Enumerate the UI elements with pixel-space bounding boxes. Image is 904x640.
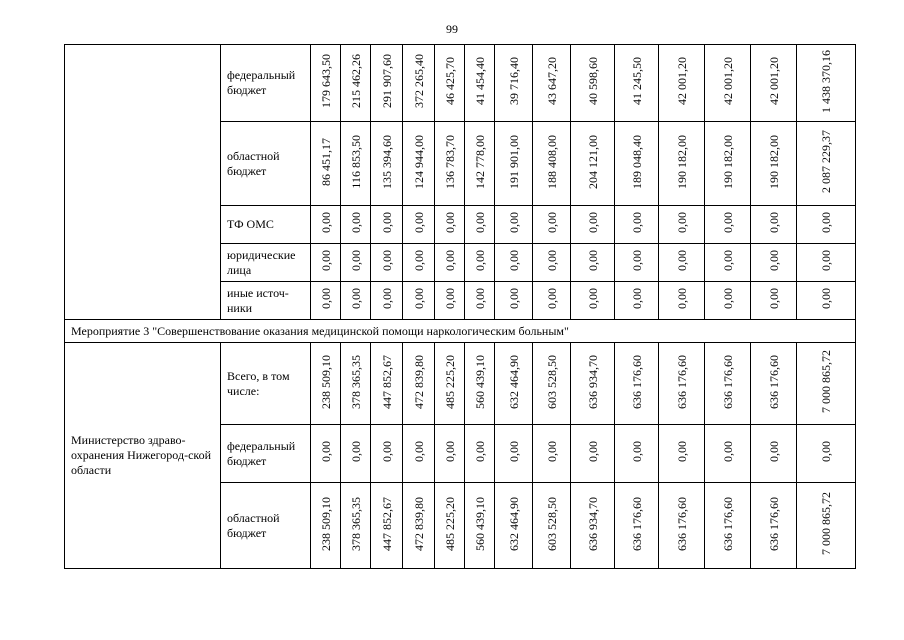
value-cell [435,206,465,244]
funding-source-cell [221,425,311,483]
value-cell [311,483,341,569]
value-cell [797,244,856,282]
value-text: 485 225,20 [442,496,457,551]
value-text: 0,00 [348,212,363,233]
value-cell [533,244,571,282]
value-text: 632 464,90 [506,496,521,551]
value-cell [751,343,797,425]
value-text: 43 647,20 [544,57,559,105]
value-text: 0,00 [506,441,521,462]
value-text: 0,00 [411,288,426,309]
value-cell [311,122,341,206]
value-text: 603 528,50 [544,496,559,551]
value-cell [495,282,533,320]
value-cell [371,343,403,425]
value-text: 0,00 [629,288,644,309]
value-cell [371,425,403,483]
value-cell [465,282,495,320]
value-text: 0,00 [819,212,833,233]
value-text: 636 176,60 [720,496,735,551]
value-cell [403,425,435,483]
funding-source-cell [221,282,311,320]
value-text: 0,00 [318,250,333,271]
value-text: 188 408,00 [544,134,559,189]
value-text: 190 182,00 [720,134,735,189]
value-cell [435,425,465,483]
value-cell [465,45,495,122]
value-cell [311,45,341,122]
value-cell [797,425,856,483]
value-cell [533,343,571,425]
value-text: 378 365,35 [348,354,363,409]
value-cell [705,244,751,282]
value-cell [615,244,659,282]
value-cell [311,282,341,320]
value-cell [403,122,435,206]
value-cell [797,122,856,206]
value-text: 135 394,60 [379,134,394,189]
value-cell [615,483,659,569]
value-cell [403,483,435,569]
value-cell [797,206,856,244]
value-text: 636 176,60 [766,496,781,551]
value-text: 0,00 [318,212,333,233]
value-text: 0,00 [629,441,644,462]
value-text: 41 245,50 [629,57,644,105]
value-cell [495,343,533,425]
value-cell [533,45,571,122]
value-text: 0,00 [766,212,781,233]
value-text: 204 121,00 [585,134,600,189]
value-text: 116 853,50 [348,134,363,189]
value-text: 636 176,60 [629,354,644,409]
value-cell [659,425,705,483]
value-cell [797,343,856,425]
value-text: 485 225,20 [442,354,457,409]
value-cell [341,343,371,425]
value-cell [533,122,571,206]
value-cell [341,45,371,122]
value-cell [465,343,495,425]
funding-source-label: областной бюджет [227,510,280,540]
value-text: 0,00 [442,212,457,233]
funding-source-cell [221,244,311,282]
value-text: 0,00 [819,441,833,462]
value-cell [465,483,495,569]
value-cell [705,282,751,320]
value-cell [435,45,465,122]
value-text: 447 852,67 [379,354,394,409]
value-cell [659,206,705,244]
value-text: 191 901,00 [506,134,521,189]
value-cell [435,122,465,206]
value-text: 124 944,00 [411,134,426,189]
value-cell [751,45,797,122]
value-cell [465,425,495,483]
value-text: 0,00 [318,441,333,462]
funding-source-cell [221,343,311,425]
value-cell [705,206,751,244]
value-text: 7 000 865,72 [819,350,833,413]
value-text: 0,00 [819,288,833,309]
value-text: 0,00 [674,288,689,309]
value-text: 472 839,80 [411,354,426,409]
organization-cell: Министерство здраво-охранения Нижегород-ской области [65,343,221,569]
value-cell [371,244,403,282]
value-text: 0,00 [720,212,735,233]
value-cell [751,483,797,569]
value-text: 0,00 [629,212,644,233]
value-text: 0,00 [506,250,521,271]
value-cell [751,206,797,244]
value-text: 0,00 [348,288,363,309]
value-text: 0,00 [318,288,333,309]
value-cell [495,45,533,122]
value-text: 603 528,50 [544,354,559,409]
value-cell [751,244,797,282]
value-cell [403,45,435,122]
value-text: 0,00 [544,441,559,462]
value-cell [371,483,403,569]
value-cell [533,206,571,244]
value-cell [659,483,705,569]
value-cell [571,282,615,320]
value-text: 636 176,60 [674,354,689,409]
value-text: 0,00 [674,212,689,233]
value-text: 0,00 [442,441,457,462]
value-text: 636 934,70 [585,354,600,409]
value-cell [435,244,465,282]
value-text: 238 509,10 [318,496,333,551]
funding-source-label: юридические лица [227,247,296,277]
value-text: 0,00 [544,212,559,233]
event-row [65,320,856,343]
value-cell [615,282,659,320]
value-cell [751,282,797,320]
value-cell [659,343,705,425]
value-text: 636 934,70 [585,496,600,551]
value-cell [571,483,615,569]
value-text: 0,00 [819,250,833,271]
value-text: 39 716,40 [506,57,521,105]
funding-source-cell [221,206,311,244]
value-cell [705,483,751,569]
value-text: 372 265,40 [411,54,426,108]
value-cell [571,206,615,244]
value-text: 7 000 865,72 [819,492,833,555]
value-text: 42 001,20 [674,57,689,105]
value-cell [615,206,659,244]
value-text: 0,00 [720,441,735,462]
value-cell [403,282,435,320]
value-cell [341,425,371,483]
value-cell [341,206,371,244]
value-text: 560 439,10 [472,496,487,551]
value-text: 179 643,50 [318,54,333,108]
value-cell [495,425,533,483]
funding-source-label: иные источ-ники [227,285,289,315]
value-text: 378 365,35 [348,496,363,551]
value-text: 0,00 [766,441,781,462]
value-text: 42 001,20 [720,57,735,105]
table-row [65,343,856,425]
value-text: 0,00 [411,250,426,271]
value-text: 636 176,60 [766,354,781,409]
value-text: 636 176,60 [720,354,735,409]
value-cell [705,425,751,483]
value-cell [533,483,571,569]
value-cell [659,244,705,282]
value-text: 0,00 [720,288,735,309]
value-cell [797,483,856,569]
page-number: 99 [446,22,458,36]
value-text: 142 778,00 [472,134,487,189]
value-text: 636 176,60 [674,496,689,551]
value-cell [311,206,341,244]
value-text: 0,00 [674,441,689,462]
value-cell [435,483,465,569]
value-text: 0,00 [720,250,735,271]
value-cell [403,206,435,244]
value-cell [341,244,371,282]
value-text: 0,00 [629,250,644,271]
value-cell [465,244,495,282]
value-text: 0,00 [472,250,487,271]
value-cell [705,343,751,425]
value-text: 0,00 [379,288,394,309]
value-cell [495,206,533,244]
value-cell [533,282,571,320]
funding-source-label: федеральный бюджет [227,68,296,97]
value-cell [403,343,435,425]
value-text: 0,00 [506,212,521,233]
value-cell [705,45,751,122]
value-cell [571,244,615,282]
value-cell [311,425,341,483]
value-text: 42 001,20 [766,57,781,105]
value-cell [311,343,341,425]
value-text: 136 783,70 [442,134,457,189]
value-text: 0,00 [442,250,457,271]
table-body [65,45,856,569]
value-cell [371,206,403,244]
value-cell [797,282,856,320]
value-cell [615,425,659,483]
value-cell [659,282,705,320]
value-cell [341,483,371,569]
value-cell [615,45,659,122]
value-text: 636 176,60 [629,496,644,551]
value-text: 0,00 [544,250,559,271]
value-text: 632 464,90 [506,354,521,409]
value-cell [311,244,341,282]
value-cell [371,45,403,122]
value-text: 215 462,26 [348,54,363,108]
value-cell [571,343,615,425]
funding-source-label: федеральный бюджет [227,438,296,468]
funding-source-label: Всего, в том числе: [227,368,290,398]
value-text: 0,00 [379,441,394,462]
value-cell [403,244,435,282]
value-cell [615,122,659,206]
value-cell [659,45,705,122]
value-text: 0,00 [442,288,457,309]
funding-source-cell [221,122,311,206]
value-cell [435,343,465,425]
value-text: 238 509,10 [318,354,333,409]
value-cell [495,122,533,206]
event-title: Мероприятие 3 "Совершенствование оказания медицинской помощи наркологическим больным" [65,320,856,343]
value-cell [659,122,705,206]
value-cell [751,425,797,483]
value-text: 0,00 [411,441,426,462]
value-text: 0,00 [674,250,689,271]
value-cell [751,122,797,206]
value-text: 0,00 [411,212,426,233]
value-text: 0,00 [585,441,600,462]
value-text: 0,00 [348,441,363,462]
value-text: 0,00 [472,212,487,233]
value-text: 0,00 [544,288,559,309]
funding-source-label: областной бюджет [227,148,280,178]
value-cell [705,122,751,206]
value-text: 0,00 [348,250,363,271]
value-cell [571,122,615,206]
value-text: 0,00 [585,250,600,271]
value-cell [371,122,403,206]
value-cell [797,45,856,122]
value-cell [615,343,659,425]
table-row [65,45,856,122]
value-text: 1 438 370,16 [819,49,833,113]
organization-cell [65,45,221,320]
value-text: 0,00 [472,288,487,309]
value-text: 0,00 [585,288,600,309]
value-text: 560 439,10 [472,354,487,409]
funding-source-label: ТФ ОМС [227,217,274,231]
value-cell [341,122,371,206]
value-text: 190 182,00 [766,134,781,189]
value-cell [571,425,615,483]
value-cell [465,122,495,206]
value-text: 0,00 [379,250,394,271]
value-text: 0,00 [506,288,521,309]
value-text: 190 182,00 [674,134,689,189]
value-cell [533,425,571,483]
value-text: 0,00 [766,288,781,309]
value-text: 86 451,17 [318,137,333,186]
value-text: 0,00 [585,212,600,233]
value-text: 0,00 [766,250,781,271]
value-text: 40 598,60 [585,57,600,105]
value-text: 0,00 [379,212,394,233]
value-cell [495,244,533,282]
value-cell [371,282,403,320]
funding-source-cell [221,45,311,122]
value-text: 189 048,40 [629,134,644,189]
value-cell [435,282,465,320]
value-text: 291 907,60 [379,54,394,108]
value-text: 41 454,40 [472,57,487,105]
value-text: 447 852,67 [379,496,394,551]
funding-source-cell [221,483,311,569]
value-text: 472 839,80 [411,496,426,551]
value-text: 46 425,70 [442,57,457,105]
value-text: 0,00 [472,441,487,462]
value-text: 2 087 229,37 [819,130,833,193]
value-cell [465,206,495,244]
financing-table [64,44,856,569]
value-cell [495,483,533,569]
value-cell [341,282,371,320]
value-cell [571,45,615,122]
